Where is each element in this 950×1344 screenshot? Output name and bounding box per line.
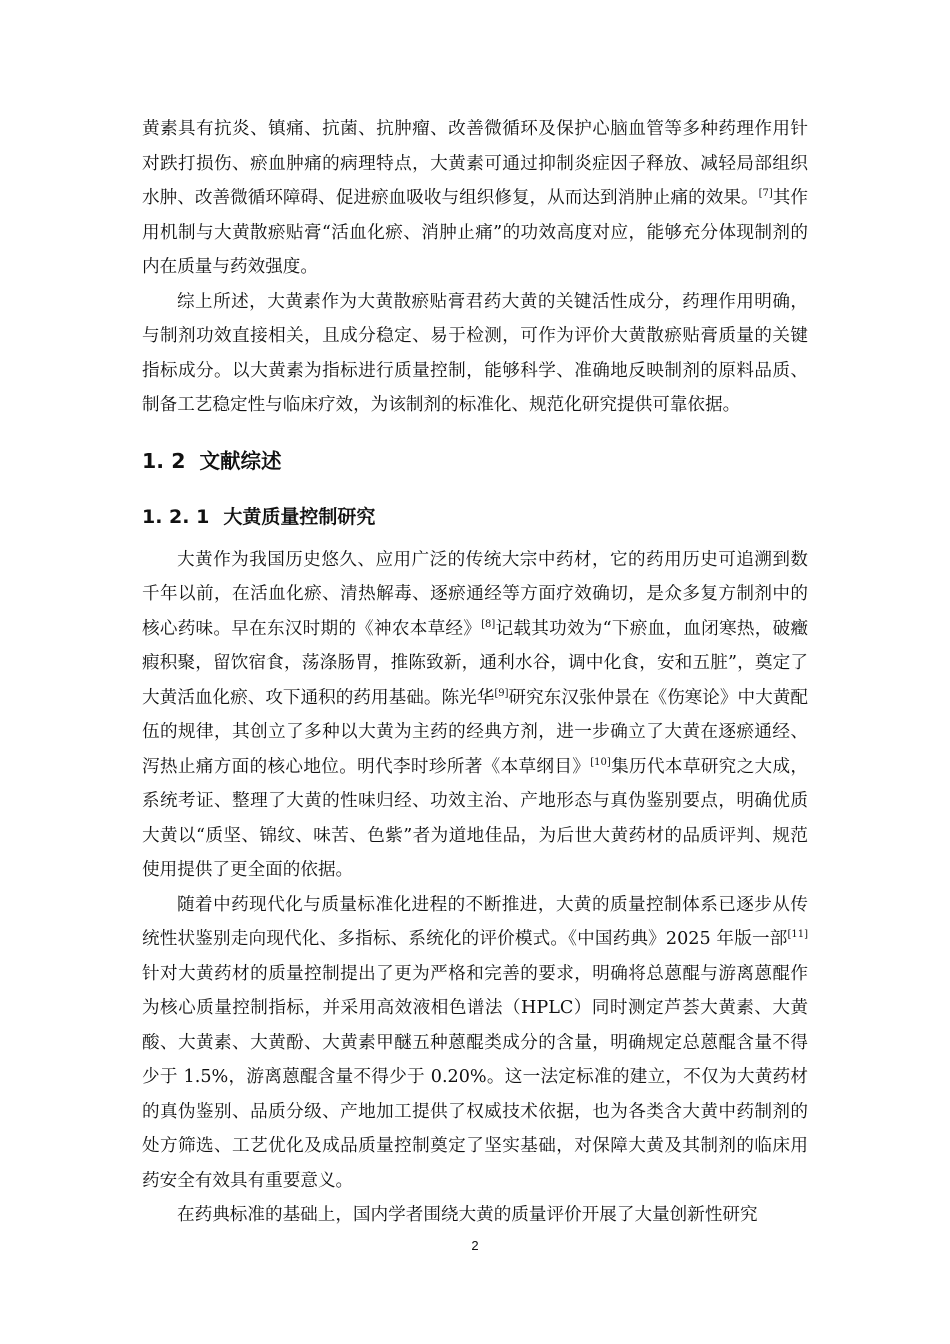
citation-ref-7[interactable]: [7] — [758, 188, 773, 200]
paragraph-domestic-research — [142, 1198, 808, 1233]
paragraph-text: 黄素具有抗炎、镇痛、抗菌、抗肿瘤、改善微循环及保护心脑血管等多种药理作用针对跌打损伤、瘀血肿痛的病理特点，大黄素可通过抑制炎症因子释放、减轻局部组织水肿、改善微循环障碍、促进瘀血吸收与组织修复，从而达到消肿止痛的效果。 — [142, 119, 808, 208]
paragraph-pharmacopoeia-standard — [142, 888, 808, 1199]
paragraph-text: 其作用机制与大黄散瘀贴膏“活血化瘀、消肿止痛”的功效高度对应，能够充分体现制剂的内在质量与药效强度。 — [142, 188, 808, 277]
paragraph-summary — [142, 285, 808, 423]
paragraph-text: 随着中药现代化与质量标准化进程的不断推进，大黄的质量控制体系已逐步从传统性状鉴别走向现代化、多指标、系统化的评价模式。《中国药典》2025 年版一部 — [142, 894, 808, 949]
paragraph-rhubarb-history — [142, 543, 808, 888]
subsection-number: 1. 2. 1 — [142, 505, 210, 528]
section-number: 1. 2 — [142, 448, 186, 473]
page-body — [142, 112, 808, 1233]
citation-ref-11[interactable]: [11] — [787, 929, 808, 941]
paragraph-text: 研究东汉张仲景在《伤寒论》中大黄配伍的规律，其创立了多种以大黄为主药的经典方剂，进一步确立了大黄在逐瘀通经、泻热止痛方面的核心地位。明代李时珍所著《本草纲目》 — [142, 687, 808, 777]
paragraph-text: 记载其功效为“下瘀血，血闭寒热，破癥瘕积聚，留饮宿食，荡涤肠胃，推陈致新，通利水谷，调中化食，安和五脏”，奠定了大黄活血化瘀、攻下通积的药用基础。陈光华 — [142, 618, 808, 708]
subsection-title: 大黄质量控制研究 — [223, 505, 376, 528]
citation-ref-8[interactable]: [8] — [481, 618, 496, 630]
paragraph-text: 针对大黄药材的质量控制提出了更为严格和完善的要求，明确将总蒽醌与游离蒽醌作为核心质量控制指标，并采用高效液相色谱法（HPLC）同时测定芦荟大黄素、大黄酸、大黄素、大黄酚、大黄素甲醚五种蒽醌类成分的含量，明确规定总蒽醌含量不得少于 1.5%，游离蒽醌含量不得少于 0.20%。这一法定标准的建立，不仅为大黄药材的真伪鉴别、品质分级、产地加工提供了权威技术依据，也为各类含大黄中药制剂的处方筛选、工艺优化及成品质量控制奠定了坚实基础，对保障大黄及其制剂的临床用药安全有效具有重要意义。 — [142, 963, 808, 1191]
section-heading-1-2-1 — [142, 503, 808, 531]
page-number: 2 — [471, 1238, 479, 1253]
citation-ref-10[interactable]: [10] — [590, 756, 611, 768]
paragraph-text: 在药典标准的基础上，国内学者围绕大黄的质量评价开展了大量创新性研究 — [177, 1205, 758, 1225]
section-heading-1-2 — [142, 447, 808, 475]
paragraph-text: 大黄作为我国历史悠久、应用广泛的传统大宗中药材，它的药用历史可追溯到数千年以前，在活血化瘀、清热解毒、逐瘀通经等方面疗效确切，是众多复方制剂中的核心药味。早在东汉时期的《神农本草经》 — [142, 549, 808, 639]
paragraph-text: 集历代本草研究之大成，系统考证、整理了大黄的性味归经、功效主治、产地形态与真伪鉴别要点，明确优质大黄以“质坚、锦纹、味苦、色紫”者为道地佳品，为后世大黄药材的品质评判、规范使用提供了更全面的依据。 — [142, 756, 808, 880]
paragraph-emodin-pharmacology — [142, 112, 808, 285]
paragraph-text: 综上所述，大黄素作为大黄散瘀贴膏君药大黄的关键活性成分，药理作用明确，与制剂功效直接相关，且成分稳定、易于检测，可作为评价大黄散瘀贴膏质量的关键指标成分。以大黄素为指标进行质量控制，能够科学、准确地反映制剂的原料品质、制备工艺稳定性与临床疗效，为该制剂的标准化、规范化研究提供可靠依据。 — [142, 291, 808, 415]
citation-ref-9[interactable]: [9] — [494, 687, 509, 699]
section-title: 文献综述 — [199, 448, 282, 473]
